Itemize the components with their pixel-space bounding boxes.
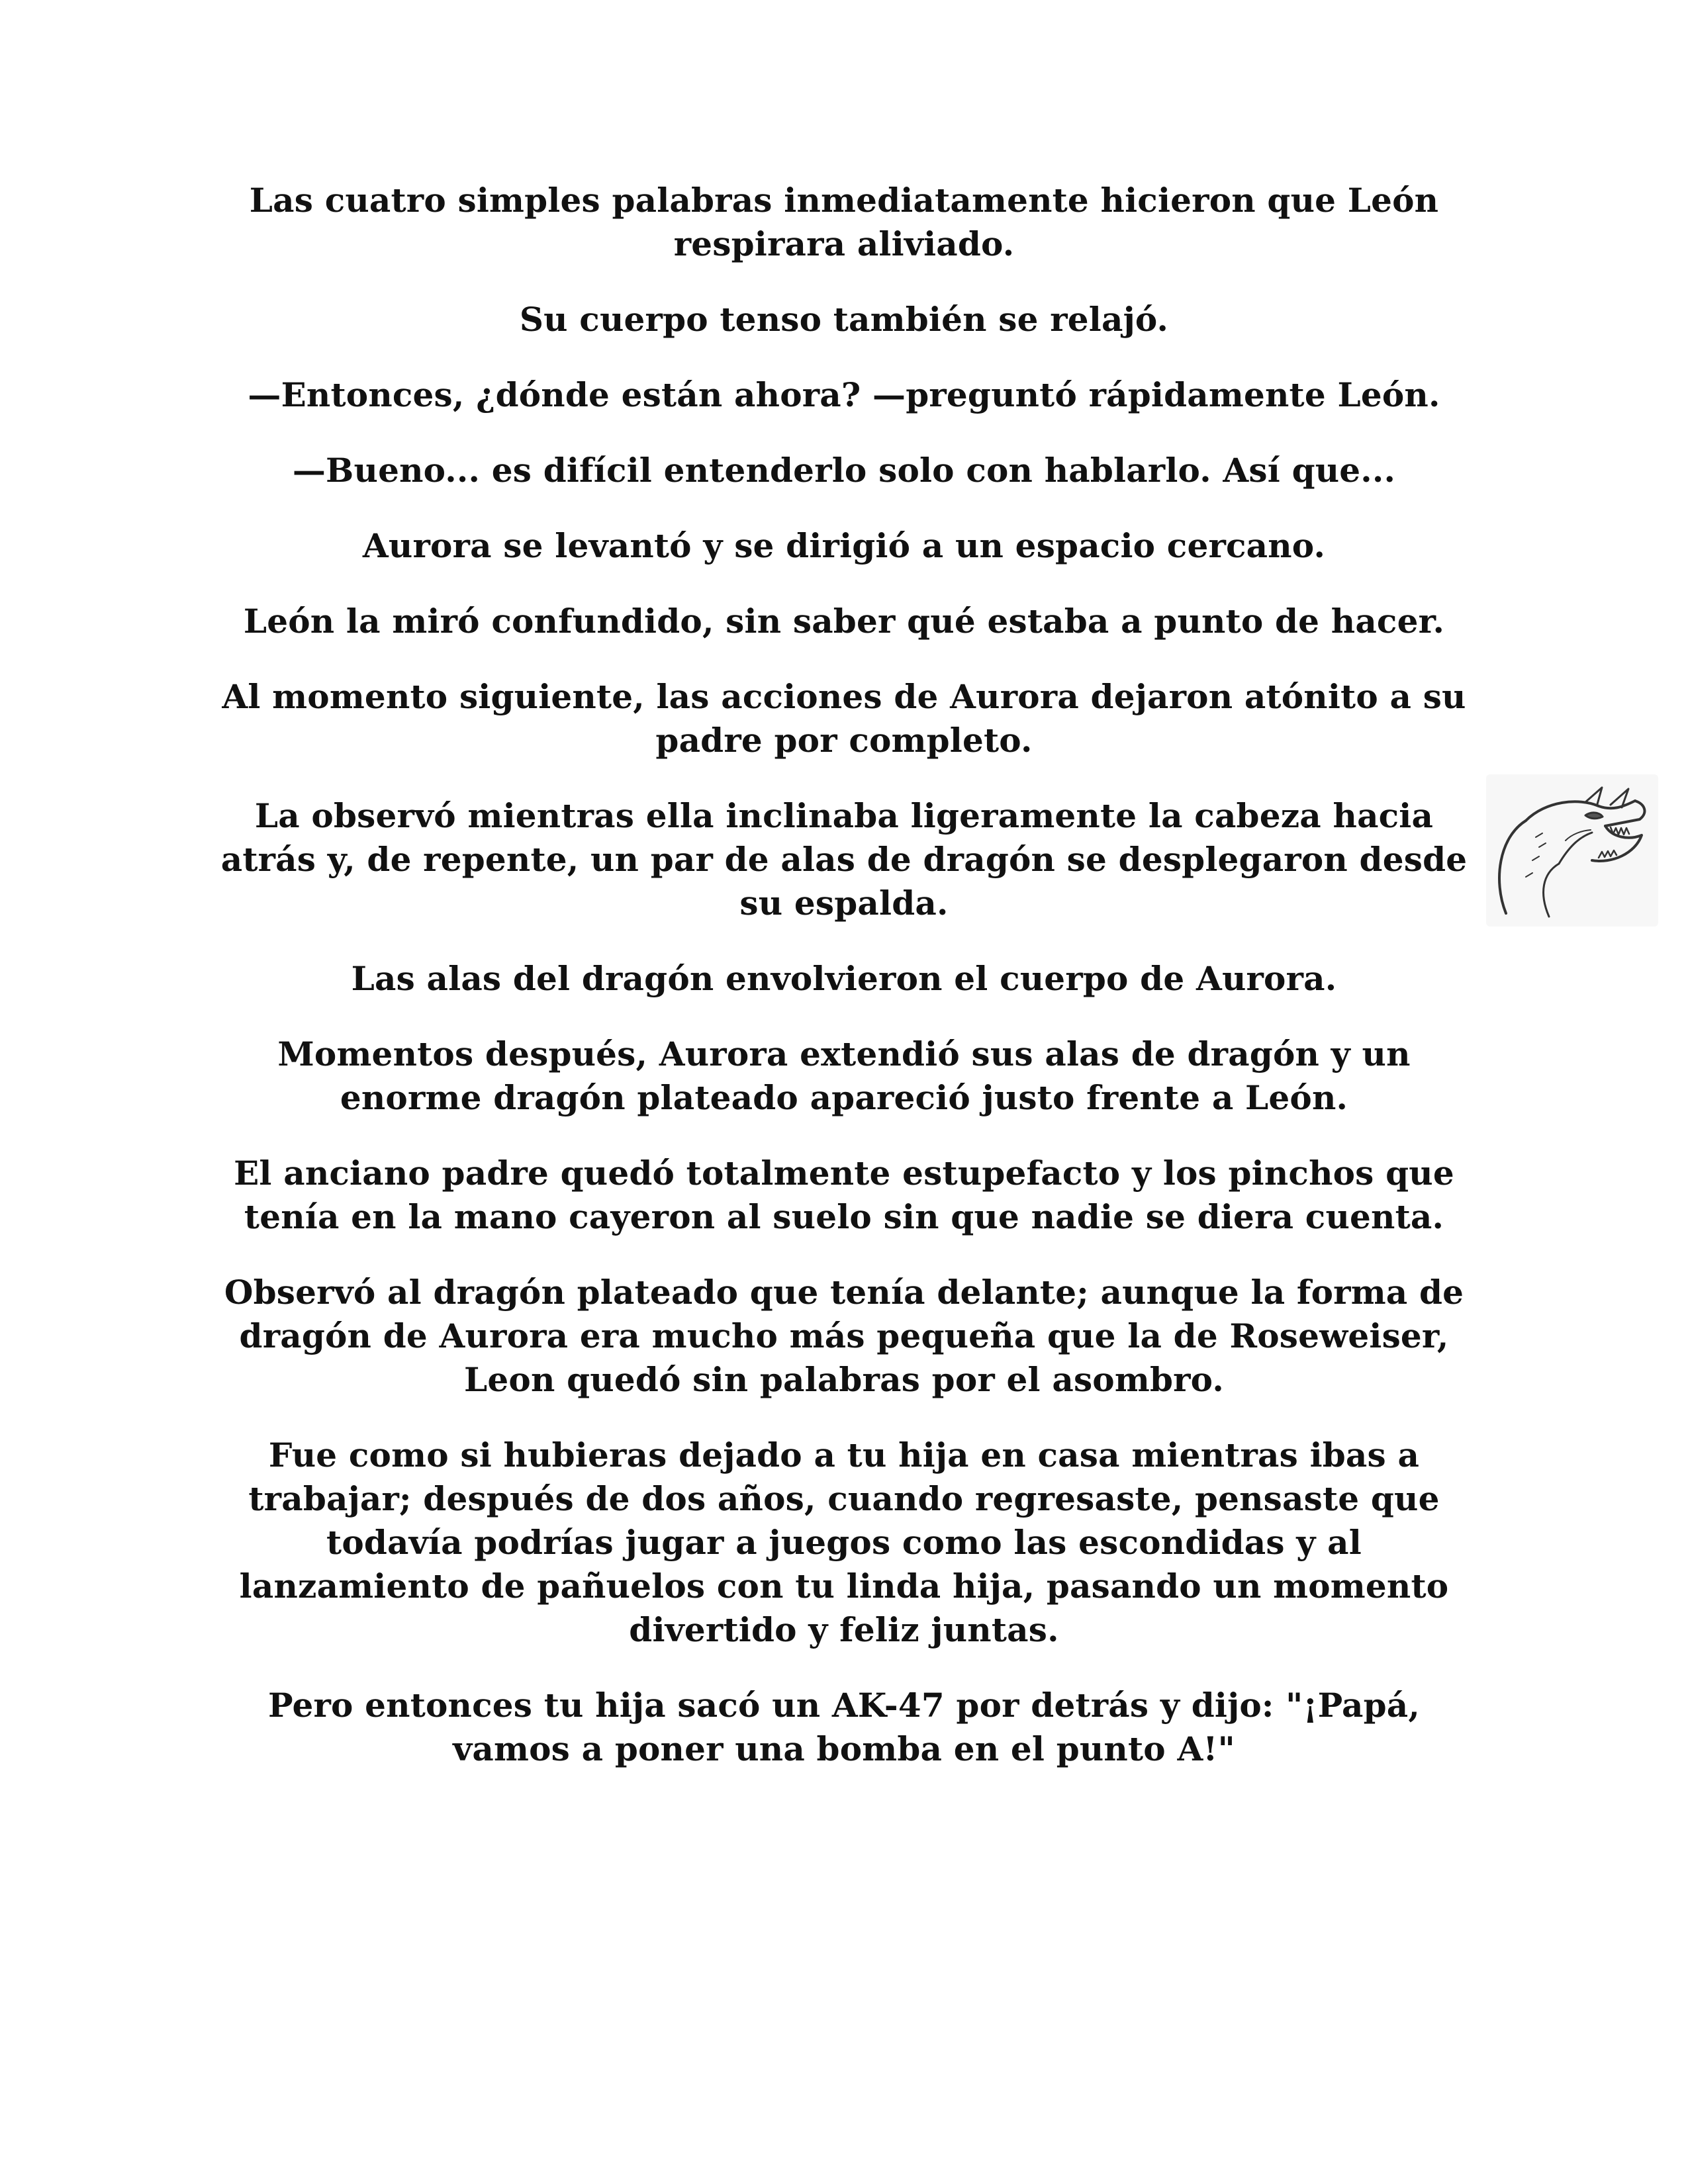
paragraph-5: Aurora se levantó y se dirigió a un espacio cercano. — [362, 526, 1326, 565]
paragraph-2: Su cuerpo tenso también se relajó. — [519, 300, 1169, 339]
paragraph-9: Las alas del dragón envolvieron el cuerpo de Aurora. — [351, 959, 1337, 998]
paragraph-1: Las cuatro simples palabras inmediatamente hicieron que León respirara aliviado. — [249, 181, 1439, 263]
paragraph-8: La observó mientras ella inclinaba ligeramente la cabeza hacia atrás y, de repente, un par de alas de dragón se desplegaron desde su espalda. — [220, 796, 1468, 923]
paragraph-3: —Entonces, ¿dónde están ahora? —preguntó rápidamente León. — [248, 375, 1440, 414]
paragraph-13: Fue como si hubieras dejado a tu hija en casa mientras ibas a trabajar; después de dos años, cuando regresaste, pensaste que todavía podrías jugar a juegos como las escondidas y al lanzamiento de pañuelos con tu linda hija, pasando un momento divertido y feliz juntas. — [239, 1435, 1449, 1649]
paragraph-11: El anciano padre quedó totalmente estupefacto y los pinchos que tenía en la mano cayeron al suelo sin que nadie se diera cuenta. — [234, 1154, 1454, 1236]
paragraph-14: Pero entonces tu hija sacó un AK-47 por detrás y dijo: "¡Papá, vamos a poner una bomba en el punto A!" — [267, 1686, 1420, 1768]
paragraph-10: Momentos después, Aurora extendió sus alas de dragón y un enorme dragón plateado apareció justo frente a León. — [277, 1034, 1411, 1117]
paragraph-4: —Bueno... es difícil entenderlo solo con hablarlo. Así que... — [292, 451, 1396, 490]
dragon-head-sketch-icon — [1486, 774, 1658, 927]
paragraph-6: León la miró confundido, sin saber qué estaba a punto de hacer. — [243, 602, 1445, 641]
paragraph-12: Observó al dragón plateado que tenía delante; aunque la forma de dragón de Aurora era mucho más pequeña que la de Roseweiser, Leon quedó sin palabras por el asombro. — [224, 1273, 1464, 1399]
paragraph-7: Al momento siguiente, las acciones de Aurora dejaron atónito a su padre por completo. — [222, 677, 1466, 760]
document-body — [218, 179, 1470, 1803]
